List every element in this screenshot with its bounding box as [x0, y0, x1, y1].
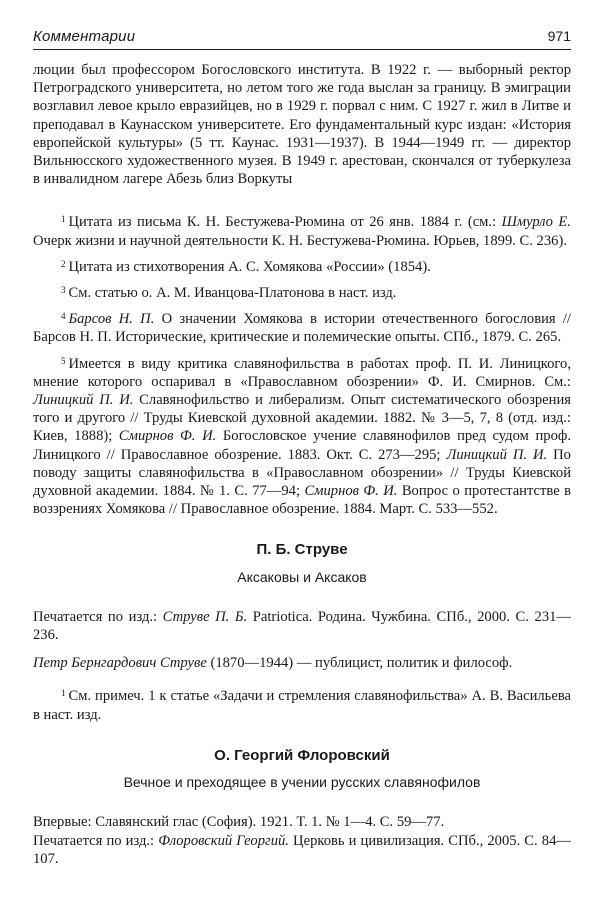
footnote-number: 2 [61, 258, 66, 269]
bio-text: (1870—1944) — публицист, политик и философ. [206, 655, 513, 672]
section-heading-florovsky: О. Георгий Флоровский [214, 746, 390, 764]
pub-details: Patriotica. Родина. Чужбина. СПб., 2000. С. 231—236. [33, 608, 572, 644]
cited-author: Смирнов Ф. И. [118, 428, 217, 445]
running-header [33, 28, 571, 50]
footnote-number: 4 [61, 311, 66, 322]
page [33, 28, 571, 868]
cited-author: Шмурло Е. [501, 214, 571, 231]
footnote-3 [33, 281, 571, 302]
pub-prefix: Печатается по изд.: [33, 608, 163, 625]
section-subtitle-struve: Аксаковы и Аксаков [237, 568, 367, 585]
footnote-number: 1 [61, 688, 66, 699]
footnote-text: Богословское учение славянофилов пред судом проф. Линицкого // Православное обозрение. 1883. Окт. С. 273—295; [33, 428, 571, 463]
section-heading-struve: П. Б. Струве [256, 541, 348, 559]
footnote-text: Очерк жизни и научной деятельности К. Н. Бестужева-Рюмина. Юрьев, 1899. С. 236). [33, 232, 567, 249]
publication-info-florovsky [33, 832, 571, 868]
page-body [33, 61, 571, 868]
footnote-number: 3 [61, 285, 66, 296]
bio-struve [33, 654, 571, 672]
footnote-text: О значении Хомякова в истории отечественного богословия // Барсов Н. П. Исторические, критические и полемические опыты. СПб., 1879. С. 265. [33, 311, 571, 346]
footnote-text: См. примеч. 1 к статье «Задачи и стремления славянофильства» А. В. Васильева в наст. изд. [33, 688, 571, 723]
footnote-text: По поводу защиты славянофильства в «Православном обозрении» // Труды Киевской духовной академии. 1884. № 1. С. 77—94; [33, 446, 571, 500]
footnote-text: Цитата из письма К. Н. Бестужева-Рюмина от 26 янв. 1884 г. (см.: [68, 214, 502, 231]
cited-author: Флоровский Георгий. [158, 832, 289, 849]
cited-author: Линицкий П. И. [33, 392, 134, 409]
pub-prefix: Печатается по изд.: [33, 832, 159, 849]
publication-info-struve [33, 608, 571, 644]
cited-author: Смирнов Ф. И. [304, 483, 398, 500]
footnote-2 [33, 255, 571, 276]
footnote-text: Славянофильство и либерализм. Опыт систематического обозрения того и другого // Труды Киевской духовной академии. 1882. № 3—5, 7, 8 (отд. изд.: Киев, 1888); [33, 392, 571, 445]
footnote-text: См. статью о. А. М. Иванцова-Платонова в наст. изд. [68, 285, 397, 302]
footnote-text: Вопрос о протестантстве в воззрениях Хомякова // Православное обозрение. 1884. Март. С. 533—552. [33, 483, 571, 518]
cited-author: Струве П. Б. [162, 608, 248, 625]
section-subtitle-florovsky: Вечное и преходящее в учении русских славянофилов [123, 774, 481, 791]
first-publication-florovsky: Впервые: Славянский глас (София). 1921. Т. 1. № 1—4. С. 59—77. [33, 814, 445, 831]
footnote-struve-1 [33, 684, 571, 723]
footnote-text: Имеется в виду критика славянофильства в работах проф. П. И. Линицкого, мнение которого оспаривал в «Православном обозрении» Ф. И. Смирнов. См.: [33, 355, 571, 390]
page-number: 971 [547, 28, 571, 44]
intro-paragraph: люции был профессором Богословского института. В 1922 г. — выборный ректор Петроградского университета, но летом того же года выслан за границу. В эмиграции возглавил левое крыло евразийцев, но в 1929 г. порвал с ним. С 1927 г. жил в Литве и преподавал в Каунасском университете. Его фундаментальный курс издан: «История европейской культуры» (5 тт. Каунас. 1931—1937). В 1944—1949 гг. — директор Вильнюсского художественного музея. В 1949 г. арестован, скончался от туберкулеза в инвалидном лагере Абезь близ Воркуты [33, 62, 571, 188]
running-title: Комментарии [33, 28, 136, 45]
footnote-1 [33, 210, 571, 249]
footnote-5 [33, 352, 571, 519]
footnote-number: 5 [61, 355, 66, 366]
footnote-4 [33, 307, 571, 346]
footnote-number: 1 [61, 214, 66, 225]
pub-details: Церковь и цивилизация. СПб., 2005. С. 84—107. [33, 832, 571, 867]
cited-author: Линицкий П. И. [446, 446, 548, 463]
footnote-text: Цитата из стихотворения А. С. Хомякова «России» (1854). [68, 258, 431, 275]
footnote-list [33, 210, 571, 518]
bio-name: Петр Бернгардович Струве [33, 655, 207, 672]
cited-author: Барсов Н. П. [68, 311, 155, 328]
